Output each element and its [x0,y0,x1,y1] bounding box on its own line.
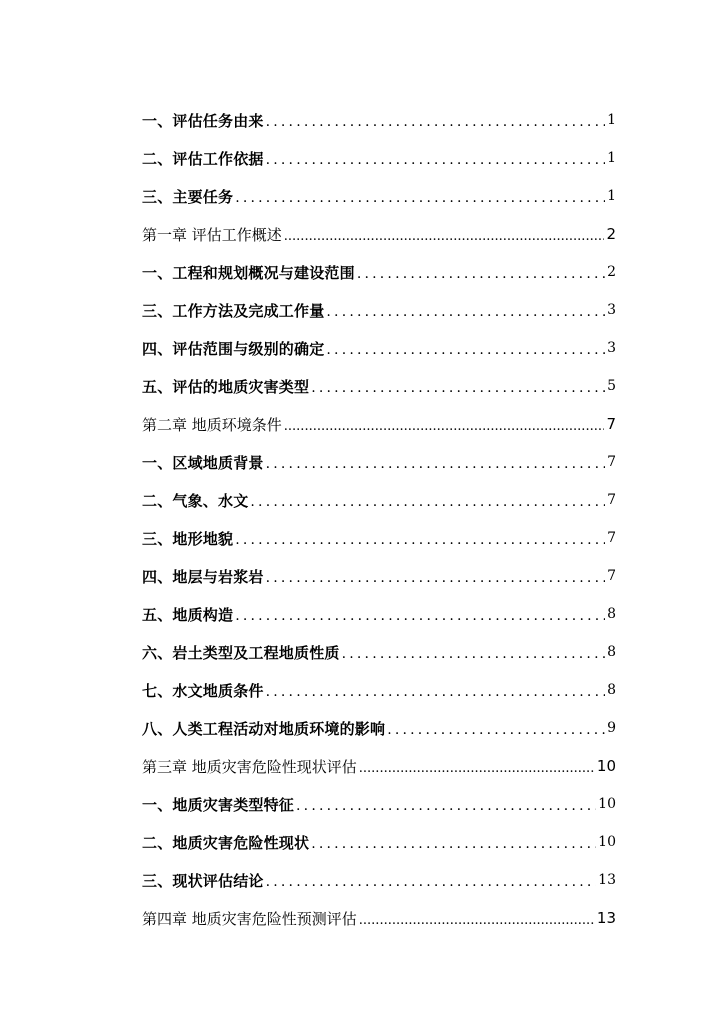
dot-leader [311,836,596,852]
dot-leader [266,152,605,168]
toc-chapter-entry[interactable] [142,747,616,785]
toc-entry[interactable] [142,519,616,557]
dot-leader [284,419,605,434]
toc-entry-page: 7 [607,454,616,470]
toc-entry[interactable] [142,367,616,405]
toc-entry-title: 六、岩土类型及工程地质性质 [142,643,340,662]
table-of-contents [142,101,616,937]
dot-leader [284,229,605,244]
toc-entry-page: 3 [607,302,616,318]
dot-leader [326,342,605,358]
toc-entry-title: 第一章 评估工作概述 [142,225,282,244]
toc-entry[interactable] [142,633,616,671]
toc-entry-title: 第四章 地质灾害危险性预测评估 [142,909,357,928]
dot-leader [342,646,605,662]
toc-entry-title: 四、地层与岩浆岩 [142,567,264,586]
toc-entry-title: 第二章 地质环境条件 [142,415,282,434]
dot-leader [266,570,605,586]
toc-entry[interactable] [142,481,616,519]
toc-entry-title: 一、评估任务由来 [142,111,264,130]
toc-entry-page: 10 [598,796,616,812]
dot-leader [250,494,605,510]
dot-leader [359,761,595,776]
dot-leader [235,532,605,548]
toc-entry-title: 五、地质构造 [142,605,234,624]
toc-entry-page: 8 [607,606,616,622]
toc-entry[interactable] [142,709,616,747]
toc-entry-title: 三、地形地貌 [142,529,234,548]
toc-entry-page: 10 [598,834,616,850]
toc-entry-title: 一、地质灾害类型特征 [142,795,295,814]
toc-entry[interactable] [142,177,616,215]
dot-leader [235,190,605,206]
toc-entry[interactable] [142,139,616,177]
dot-leader [266,456,605,472]
toc-entry-title: 一、工程和规划概况与建设范围 [142,263,355,282]
toc-entry-page: 2 [607,264,616,280]
toc-entry-page: 8 [607,644,616,660]
toc-entry-title: 三、现状评估结论 [142,871,264,890]
toc-entry[interactable] [142,785,616,823]
dot-leader [357,266,605,282]
toc-entry-title: 第三章 地质灾害危险性现状评估 [142,757,357,776]
toc-entry-page: 10 [596,757,616,775]
dot-leader [359,913,595,928]
dot-leader [311,380,605,396]
toc-entry[interactable] [142,671,616,709]
toc-chapter-entry[interactable] [142,405,616,443]
toc-entry[interactable] [142,291,616,329]
toc-entry[interactable] [142,329,616,367]
toc-entry-title: 二、地质灾害危险性现状 [142,833,310,852]
toc-entry-page: 7 [606,415,616,433]
toc-entry-title: 四、评估范围与级别的确定 [142,339,325,358]
toc-entry-page: 8 [607,682,616,698]
toc-entry[interactable] [142,595,616,633]
toc-entry[interactable] [142,101,616,139]
toc-entry[interactable] [142,443,616,481]
dot-leader [235,608,605,624]
toc-entry[interactable] [142,861,616,899]
dot-leader [326,304,605,320]
toc-entry-page: 3 [607,340,616,356]
toc-entry-title: 八、人类工程活动对地质环境的影响 [142,719,386,738]
toc-entry-page: 2 [606,225,616,243]
toc-entry-title: 一、区域地质背景 [142,453,264,472]
dot-leader [296,798,596,814]
toc-entry-page: 9 [607,720,616,736]
toc-chapter-entry[interactable] [142,215,616,253]
dot-leader [387,722,605,738]
toc-entry[interactable] [142,823,616,861]
dot-leader [266,874,597,890]
toc-chapter-entry[interactable] [142,899,616,937]
toc-entry-page: 5 [607,378,616,394]
toc-entry-page: 1 [607,150,616,166]
toc-entry-page: 7 [607,530,616,546]
toc-entry-page: 1 [607,112,616,128]
toc-entry-page: 7 [607,568,616,584]
dot-leader [266,684,605,700]
toc-entry-title: 五、评估的地质灾害类型 [142,377,310,396]
dot-leader [266,114,605,130]
toc-entry[interactable] [142,557,616,595]
toc-entry-page: 1 [607,188,616,204]
toc-entry[interactable] [142,253,616,291]
toc-entry-title: 三、工作方法及完成工作量 [142,301,325,320]
toc-entry-page: 7 [607,492,616,508]
toc-entry-page: 13 [596,909,616,927]
toc-entry-title: 二、气象、水文 [142,491,249,510]
toc-entry-page: 13 [598,872,616,888]
toc-entry-title: 七、水文地质条件 [142,681,264,700]
toc-entry-title: 三、主要任务 [142,187,234,206]
toc-entry-title: 二、评估工作依据 [142,149,264,168]
